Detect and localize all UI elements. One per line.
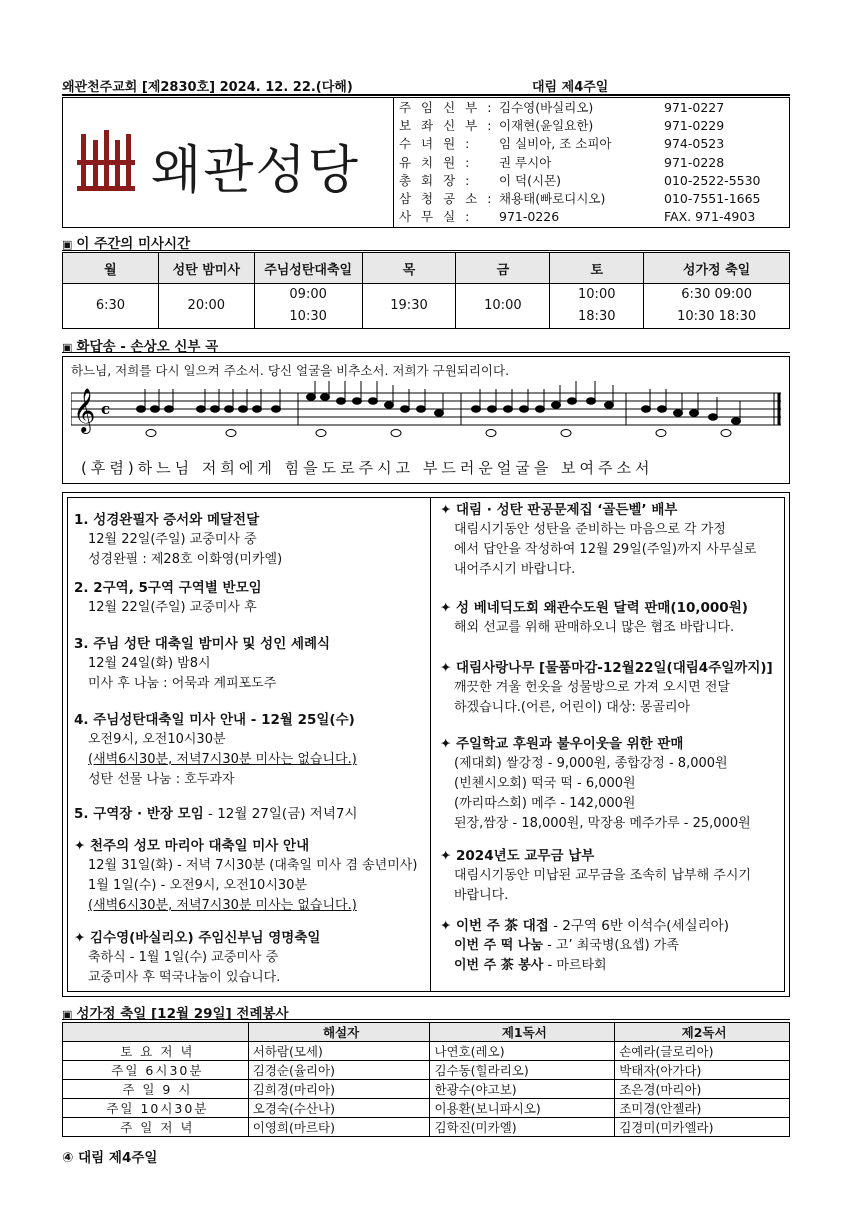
mass-time: 18:30 (578, 309, 616, 324)
liturgy-row (63, 1099, 790, 1118)
note-head (385, 402, 394, 409)
note-head (165, 406, 174, 413)
mass-day-header: 주님성탄대축일 (254, 253, 362, 284)
staff-role: 수 녀 원 : (399, 136, 473, 152)
notice-line: 12월 31일(화) - 저녁 7시30분 (대축일 미사 겸 송년미사) (88, 858, 418, 873)
mass-day-header: 목 (362, 253, 456, 284)
note-head (504, 406, 513, 413)
notice-line: 1월 1일(수) - 오전9시, 오전10시30분 (88, 878, 307, 893)
liturgy-reader: 김수동(힐라리오) (430, 1061, 615, 1080)
half-note-head (486, 430, 496, 437)
mass-time: 09:00 (289, 287, 327, 302)
liturgy-row (63, 1080, 790, 1099)
half-note-head (226, 430, 236, 437)
bulletin-number: 왜관천주교회 [제2830호] 2024. 12. 22.(다해) (62, 80, 353, 95)
notice-line: (새벽6시30분, 저녁7시30분 미사는 없습니다.) (88, 898, 357, 913)
mass-time-cell (550, 284, 644, 329)
liturgy-table (62, 1022, 790, 1137)
notice-title (440, 658, 773, 678)
note-head (225, 406, 234, 413)
notice-item (440, 598, 748, 638)
note-head (568, 398, 577, 405)
note-head (401, 406, 410, 413)
note-head (674, 410, 683, 417)
staff-row (399, 172, 789, 190)
notice-title (440, 598, 748, 618)
mass-time: 10:30 (289, 309, 327, 324)
mass-time: 10:30 18:30 (677, 309, 757, 324)
liturgy-reader: 나연호(레오) (430, 1042, 615, 1061)
divider (62, 250, 790, 251)
note-head (272, 406, 281, 413)
note-head (536, 406, 545, 413)
notice-subline (440, 956, 729, 976)
divider (62, 352, 790, 353)
note-head (642, 406, 651, 413)
notice-item (440, 916, 729, 976)
note-head (552, 402, 561, 409)
notice-title (74, 634, 330, 654)
notice-item (74, 578, 262, 618)
liturgy-reader: 김경미(미카엘라) (615, 1118, 790, 1137)
notice-line: 성탄 선물 나눔 : 호두과자 (88, 772, 235, 787)
staff-phone: 010-7551-1665 (664, 190, 761, 206)
note-head (211, 406, 220, 413)
svg-text:𝄞: 𝄞 (73, 388, 96, 432)
staff-phone: 974-0523 (664, 136, 725, 152)
notice-line: 대림시기동안 미납된 교무금을 조속히 납부해 주시기 (454, 868, 751, 883)
liturgy-reader: 손예라(글로리아) (615, 1042, 790, 1061)
mass-day-header: 금 (456, 253, 550, 284)
liturgy-mass-label: 주 일 저 녁 (63, 1118, 249, 1137)
notice-line: 깨끗한 겨울 헌옷을 성물방으로 가져 오시면 전달 (454, 680, 730, 695)
note-head (337, 398, 346, 405)
liturgy-header: 제1독서 (430, 1023, 615, 1042)
notice-item (440, 500, 757, 580)
liturgy-reader: 이영희(마르타) (248, 1118, 430, 1137)
note-head (239, 406, 248, 413)
note-head (321, 394, 330, 401)
staff-name: 채용태(빠로디시오) (499, 190, 606, 206)
notice-line: (새벽6시30분, 저녁7시30분 미사는 없습니다.) (88, 752, 357, 767)
liturgy-reader: 이용환(보니파시오) (430, 1099, 615, 1118)
notice-subline (440, 936, 729, 956)
notice-line: 내어주시기 바랍니다. (454, 562, 576, 577)
mass-time: 10:00 (484, 298, 522, 313)
note-head (353, 398, 362, 405)
staff-row (399, 190, 789, 208)
mass-time: 6:30 09:00 (681, 287, 752, 302)
notice-title-text: ✦ 천주의 성모 마리아 대축일 미사 안내 (74, 838, 310, 854)
notice-title-text: ✦ 주일학교 후원과 불우이웃을 위한 판매 (440, 736, 684, 752)
notice-subline-text: - 고’ 최국병(요셉) 가족 (542, 938, 679, 953)
mass-time-cell (644, 284, 790, 329)
staff-directory (399, 99, 789, 226)
notice-title-text: ✦ 김수영(바실리오) 주임신부님 영명축일 (74, 930, 321, 946)
notice-title (74, 928, 320, 948)
half-note-head (316, 430, 326, 437)
notice-title (74, 578, 262, 598)
note-head (151, 406, 160, 413)
staff-role: 총 회 장 : (399, 172, 473, 188)
staff-name: 이 덕(시몬) (499, 172, 562, 188)
notice-line: 된장,쌈장 - 18,000원, 막장용 메주가루 - 25,000원 (454, 816, 751, 831)
church-logo-icon (71, 126, 141, 196)
liturgy-header: 제2독서 (615, 1023, 790, 1042)
notice-item (440, 658, 773, 718)
staff-name: 971-0226 (499, 209, 560, 225)
notice-line: 미사 후 나눔 : 어묵과 계피포도주 (88, 676, 277, 691)
notice-title (440, 846, 751, 866)
staff-role: 보 좌 신 부 : (399, 118, 495, 134)
staff-phone: 971-0227 (664, 100, 725, 115)
notice-item (440, 846, 751, 906)
liturgy-header (63, 1023, 249, 1042)
top-rule (62, 94, 790, 96)
staff-role: 주 임 신 부 : (399, 100, 495, 115)
notice-subline-head: 이번 주 茶 봉사 (454, 958, 544, 973)
mass-time-cell (63, 284, 159, 329)
note-head (658, 406, 667, 413)
liturgy-mass-label: 토 요 저 녁 (63, 1042, 249, 1061)
liturgy-reader: 김경순(율리아) (248, 1061, 430, 1080)
column-divider (430, 498, 431, 991)
psalm-verse: 하느님, 저희를 다시 일으켜 주소서. 당신 얼굴을 비추소서. 저희가 구원되리이다. (71, 363, 510, 378)
notice-item (74, 510, 282, 570)
notice-title-text: 4. 주님성탄대축일 미사 안내 - 12월 25일(수) (74, 712, 355, 728)
note-head (520, 406, 529, 413)
notice-title (74, 510, 282, 530)
note-head (732, 418, 741, 425)
half-note-head (391, 430, 401, 437)
mass-time: 20:00 (187, 298, 226, 313)
staff-name: 김수영(바실리오) (499, 100, 594, 115)
notice-title-text: ✦ 성 베네딕도회 왜관수도원 달력 판매(10,000원) (440, 600, 748, 616)
page-footer: ④ 대림 제4주일 (62, 1150, 158, 1166)
psalm-score (62, 356, 790, 484)
notice-line: 하겠습니다.(어른, 어린이) 대상: 몽골리아 (454, 700, 691, 715)
staff-phone: FAX. 971-4903 (664, 209, 756, 225)
logo-area (63, 98, 394, 227)
liturgy-row (63, 1042, 790, 1061)
half-note-head (561, 430, 571, 437)
staff-role: 사 무 실 : (399, 209, 473, 225)
notice-title-text: ✦ 2024년도 교무금 납부 (440, 848, 595, 864)
notice-line: 해외 선교를 위해 판매하오니 많은 협조 바랍니다. (454, 620, 735, 635)
notice-line: 축하식 - 1월 1일(수) 교중미사 중 (88, 950, 279, 965)
note-head (472, 406, 481, 413)
notice-line: 12월 22일(주일) 교중미사 중 (88, 532, 257, 547)
liturgy-mass-label: 주 일 9 시 (63, 1080, 249, 1099)
notice-title (440, 500, 757, 520)
notice-title-text: 1. 성경완필자 증서와 메달전달 (74, 512, 260, 528)
notice-line: 대림시기동안 성탄을 준비하는 마음으로 각 가정 (454, 522, 726, 537)
notice-item (74, 804, 358, 824)
masthead (62, 97, 790, 228)
notice-item (74, 634, 330, 694)
note-head (417, 406, 426, 413)
staff-name: 권 루시아 (499, 154, 552, 170)
liturgy-row (63, 1061, 790, 1080)
notice-title-extra: - 12월 27일(금) 저녁7시 (203, 806, 358, 822)
staff-row (399, 99, 789, 117)
notice-title (440, 916, 729, 936)
liturgy-row (63, 1118, 790, 1137)
note-head (690, 410, 699, 417)
mass-times-table (62, 252, 790, 329)
mass-time-cell (456, 284, 550, 329)
staff-row (399, 135, 789, 153)
svg-text:c: c (101, 400, 111, 418)
notice-item (74, 836, 417, 916)
mass-time: 19:30 (390, 298, 428, 313)
liturgy-title: ▣ 성가정 축일 [12월 29일] 전례봉사 (62, 1006, 289, 1022)
notice-title (74, 710, 357, 730)
staff-row (399, 208, 789, 226)
liturgy-reader: 오경숙(수산나) (248, 1099, 430, 1118)
psalm-refrain: (후렴)하느님 저희에게 힘을도로주시고 부드러운얼굴을 보여주소서 (81, 459, 654, 477)
notice-item (74, 928, 320, 988)
note-head (307, 394, 316, 401)
note-head (605, 402, 614, 409)
notice-line: 에서 답안을 작성하여 12월 29일(주일)까지 사무실로 (454, 542, 757, 557)
music-staff (71, 381, 783, 457)
note-head (435, 410, 444, 417)
notice-line: (까리따스회) 메주 - 142,000원 (454, 796, 636, 811)
liturgy-reader: 박태자(아가다) (615, 1061, 790, 1080)
liturgy-reader: 한광수(야고보) (430, 1080, 615, 1099)
notice-line: 바랍니다. (454, 888, 509, 903)
staff-phone: 971-0228 (664, 154, 725, 170)
liturgy-reader: 조미경(안젤라) (615, 1099, 790, 1118)
staff-name: 임 실비아, 조 소피아 (499, 136, 612, 152)
mass-day-header: 토 (550, 253, 644, 284)
liturgy-reader: 김희경(마리아) (248, 1080, 430, 1099)
liturgy-reader: 서하람(모세) (248, 1042, 430, 1061)
notice-line: 성경완필 : 제28호 이화영(미카엘) (88, 552, 283, 567)
notice-title-extra: - 2구역 6반 이석수(세실리아) (548, 918, 729, 934)
mass-day-header: 성가정 축일 (644, 253, 790, 284)
staff-phone: 010-2522-5530 (664, 172, 761, 188)
mass-time-cell (158, 284, 254, 329)
mass-time-cell (254, 284, 362, 329)
staff-role: 유 치 원 : (399, 154, 473, 170)
half-note-head (721, 430, 731, 437)
mass-time: 10:00 (578, 287, 616, 302)
half-note-head (656, 430, 666, 437)
liturgy-mass-label: 주일 10시30분 (63, 1099, 249, 1118)
staff-row (399, 117, 789, 135)
note-head (369, 398, 378, 405)
note-head (587, 398, 596, 405)
notice-line: (빈첸시오회) 떡국 떡 - 6,000원 (454, 776, 636, 791)
liturgy-reader: 김학진(미카엘) (430, 1118, 615, 1137)
notice-title-text: ✦ 이번 주 茶 대접 (440, 918, 549, 934)
notices-inner (67, 497, 785, 992)
mass-time: 6:30 (95, 298, 126, 313)
staff-name: 이재현(윤일요한) (499, 118, 594, 134)
notice-title-text: 2. 2구역, 5구역 구역별 반모임 (74, 580, 262, 596)
notice-title (74, 804, 358, 824)
notice-subline-head: 이번 주 떡 나눔 (454, 938, 543, 953)
liturgy-header: 해설자 (248, 1023, 430, 1042)
note-head (197, 406, 206, 413)
mass-time-cell (362, 284, 456, 329)
note-head (253, 406, 262, 413)
notice-subline-text: - 마르타회 (543, 958, 607, 973)
mass-day-header: 월 (63, 253, 159, 284)
note-head (488, 406, 497, 413)
notices-panel (62, 492, 790, 997)
notice-title-text: ✦ 대림 · 성탄 판공문제집 ‘골든벨’ 배부 (440, 502, 678, 518)
note-head (137, 406, 146, 413)
notice-line: 12월 22일(주일) 교중미사 후 (88, 600, 257, 615)
notice-title-text: 3. 주님 성탄 대축일 밤미사 및 성인 세례식 (74, 636, 331, 652)
notice-line: 교중미사 후 떡국나눔이 있습니다. (88, 970, 281, 985)
mass-times-title: ▣ 이 주간의 미사시간 (62, 236, 191, 252)
staff-phone: 971-0229 (664, 118, 725, 134)
staff-role: 삼 청 공 소 : (399, 190, 495, 206)
divider (62, 1019, 790, 1020)
notice-title-text: ✦ 대림사랑나무 [물품마감-12월22일(대림4주일까지)] (440, 660, 773, 676)
notice-line: 12월 24일(화) 밤8시 (88, 656, 211, 671)
note-head (709, 414, 718, 421)
liturgy-reader: 조은경(마리아) (615, 1080, 790, 1099)
notice-title (440, 734, 751, 754)
notice-line: 오전9시, 오전10시30분 (88, 732, 226, 747)
notice-item (74, 710, 357, 790)
liturgical-week: 대림 제4주일 (532, 80, 609, 95)
staff-row (399, 154, 789, 172)
half-note-head (146, 430, 156, 437)
liturgy-mass-label: 주일 6시30분 (63, 1061, 249, 1080)
notice-title (74, 836, 417, 856)
mass-day-header: 성탄 밤미사 (158, 253, 254, 284)
notice-title-text: 5. 구역장 · 반장 모임 (74, 806, 204, 822)
notice-item (440, 734, 751, 834)
notice-line: (제대회) 쌀강정 - 9,000원, 종합강정 - 8,000원 (454, 756, 728, 771)
psalm-title: ▣ 화답송 - 손상오 신부 곡 (62, 339, 219, 355)
logo-text: 왜관성당 (151, 141, 360, 201)
